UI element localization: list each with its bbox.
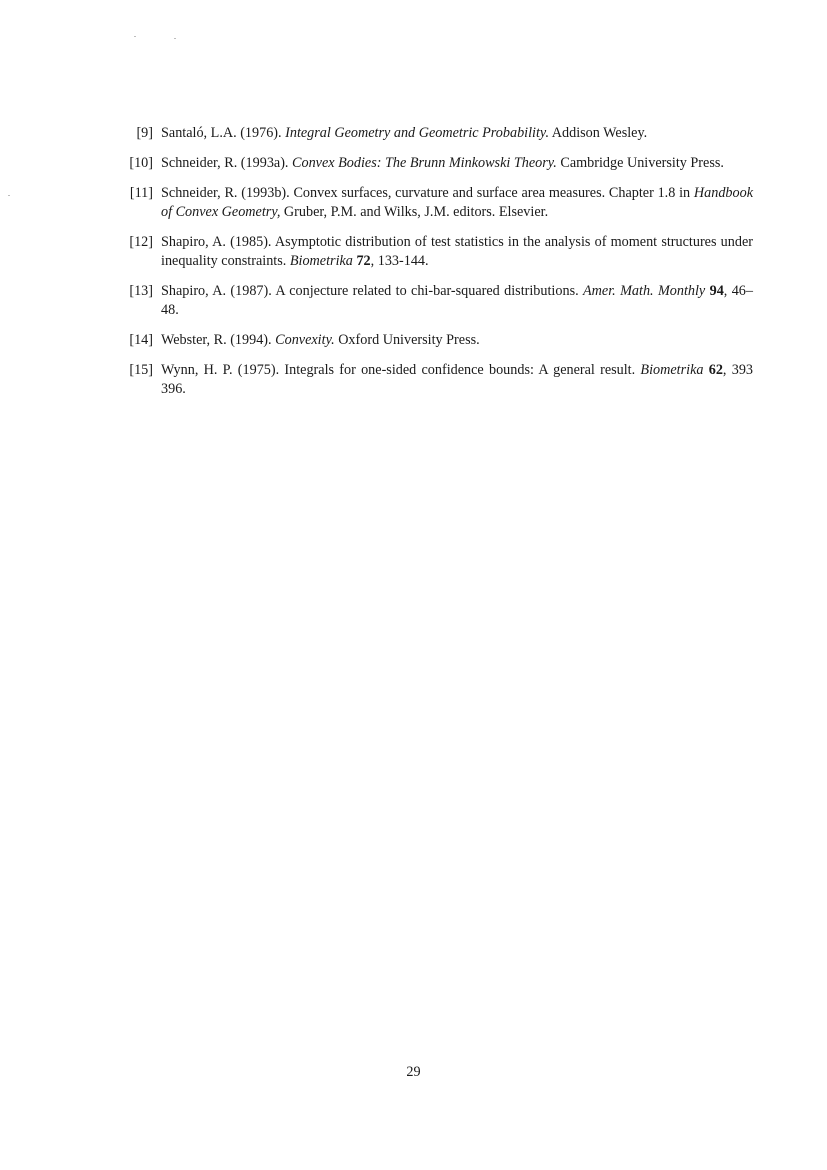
reference-segment: Schneider, R. (1993a). xyxy=(161,155,293,171)
reference-number: [9] xyxy=(136,125,153,141)
reference-segment: Santaló, L.A. (1976). xyxy=(161,125,286,141)
reference-title: Biometrika xyxy=(640,362,704,378)
reference-segment: , 46–48. xyxy=(161,283,753,318)
reference-segment: Cambridge University Press. xyxy=(556,155,724,171)
reference-entry xyxy=(120,361,753,399)
reference-entry xyxy=(120,282,753,320)
reference-text xyxy=(161,124,753,143)
reference-segment: Webster, R. (1994). xyxy=(161,332,276,348)
reference-text xyxy=(161,154,753,173)
reference-volume: 72 xyxy=(356,253,371,269)
reference-title: Convexity. xyxy=(275,332,335,348)
reference-segment: Shapiro, A. (1985). Asymptotic distribution of test statistics in the analysis of moment structures under inequality constraints. xyxy=(161,234,753,269)
reference-title: Amer. Math. Monthly xyxy=(583,283,706,299)
page-number: 29 xyxy=(406,1064,421,1080)
reference-number: [13] xyxy=(129,283,153,299)
reference-segment: Wynn, H. P. (1975). Integrals for one-sided confidence bounds: A general result. xyxy=(161,362,641,378)
reference-volume: 94 xyxy=(709,283,724,299)
reference-volume: 62 xyxy=(708,362,723,378)
reference-number: [10] xyxy=(129,155,153,171)
reference-number: [11] xyxy=(129,185,153,201)
reference-entry xyxy=(120,124,753,143)
reference-segment: Oxford University Press. xyxy=(334,332,480,348)
reference-text xyxy=(161,233,753,271)
reference-title: Convex Bodies: The Brunn Minkowski Theory. xyxy=(292,155,557,171)
reference-segment: Addison Wesley. xyxy=(549,125,648,141)
reference-title: Biometrika xyxy=(289,253,353,269)
reference-entry xyxy=(120,331,753,350)
reference-text xyxy=(161,331,753,350)
reference-text xyxy=(161,361,753,399)
scan-speck xyxy=(134,36,136,37)
reference-entry xyxy=(120,154,753,173)
reference-entry xyxy=(120,184,753,222)
reference-segment: Gruber, P.M. and Wilks, J.M. editors. Elsevier. xyxy=(280,204,549,220)
reference-number: [14] xyxy=(129,332,153,348)
reference-segment: , 393 396. xyxy=(161,362,754,397)
reference-title: Integral Geometry and Geometric Probability. xyxy=(285,125,549,141)
reference-entry xyxy=(120,233,753,271)
reference-text xyxy=(161,184,753,222)
reference-segment: , 133-144. xyxy=(370,253,429,269)
scan-speck xyxy=(174,38,176,39)
reference-number: [12] xyxy=(129,234,153,250)
reference-title: Handbook of Convex Geometry, xyxy=(161,185,753,220)
reference-list xyxy=(120,124,753,410)
reference-segment: Schneider, R. (1993b). Convex surfaces, curvature and surface area measures. Chapter 1.8 in xyxy=(161,185,694,201)
reference-number: [15] xyxy=(129,362,153,378)
scan-speck xyxy=(8,195,10,196)
reference-segment: Shapiro, A. (1987). A conjecture related to chi-bar-squared distributions. xyxy=(161,283,584,299)
reference-text xyxy=(161,282,753,320)
